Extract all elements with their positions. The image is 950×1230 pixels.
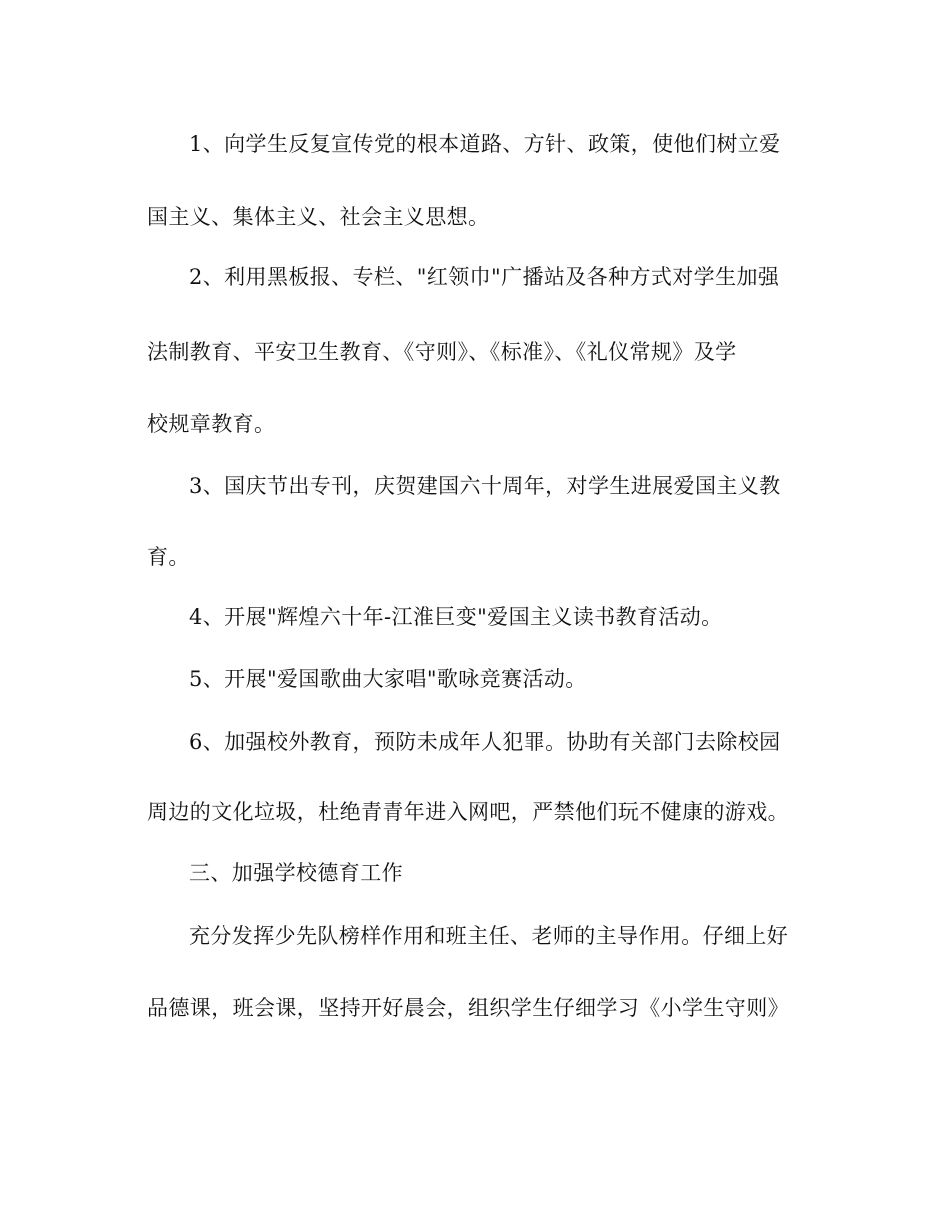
paragraph-5-line-1: 5、开展"爱国歌曲大家唱"歌咏竞赛活动。 xyxy=(189,667,587,691)
paragraph-2-line-1: 2、利用黑板报、专栏、"红领巾"广播站及各种方式对学生加强 xyxy=(189,265,780,289)
paragraph-3-line-2: 育。 xyxy=(147,545,190,569)
paragraph-7-line-2: 品德课，班会课，坚持开好晨会，组织学生仔细学习《小学生守则》 xyxy=(147,996,789,1020)
paragraph-4-line-1: 4、开展"辉煌六十年-江淮巨变"爱国主义读书教育活动。 xyxy=(189,605,723,629)
paragraph-7-line-1: 充分发挥少先队榜样作用和班主任、老师的主导作用。仔细上好 xyxy=(189,924,789,948)
paragraph-6-line-1: 6、加强校外教育，预防未成年人犯罪。协助有关部门去除校园 xyxy=(189,730,781,754)
paragraph-3-line-1: 3、国庆节出专刊，庆贺建国六十周年，对学生进展爱国主义教 xyxy=(189,474,781,498)
paragraph-2-line-3: 校规章教育。 xyxy=(147,412,276,436)
section-heading: 三、加强学校德育工作 xyxy=(189,861,403,885)
paragraph-2-line-2: 法制教育、平安卫生教育、《守则》、《标准》、《礼仪常规》及学 xyxy=(147,340,737,364)
paragraph-1-line-1: 1、向学生反复宣传党的根本道路、方针、政策，使他们树立爱 xyxy=(189,132,781,156)
paragraph-6-line-2: 周边的文化垃圾，杜绝青青年进入网吧，严禁他们玩不健康的游戏。 xyxy=(147,800,789,824)
paragraph-1-line-2: 国主义、集体主义、社会主义思想。 xyxy=(147,205,490,229)
